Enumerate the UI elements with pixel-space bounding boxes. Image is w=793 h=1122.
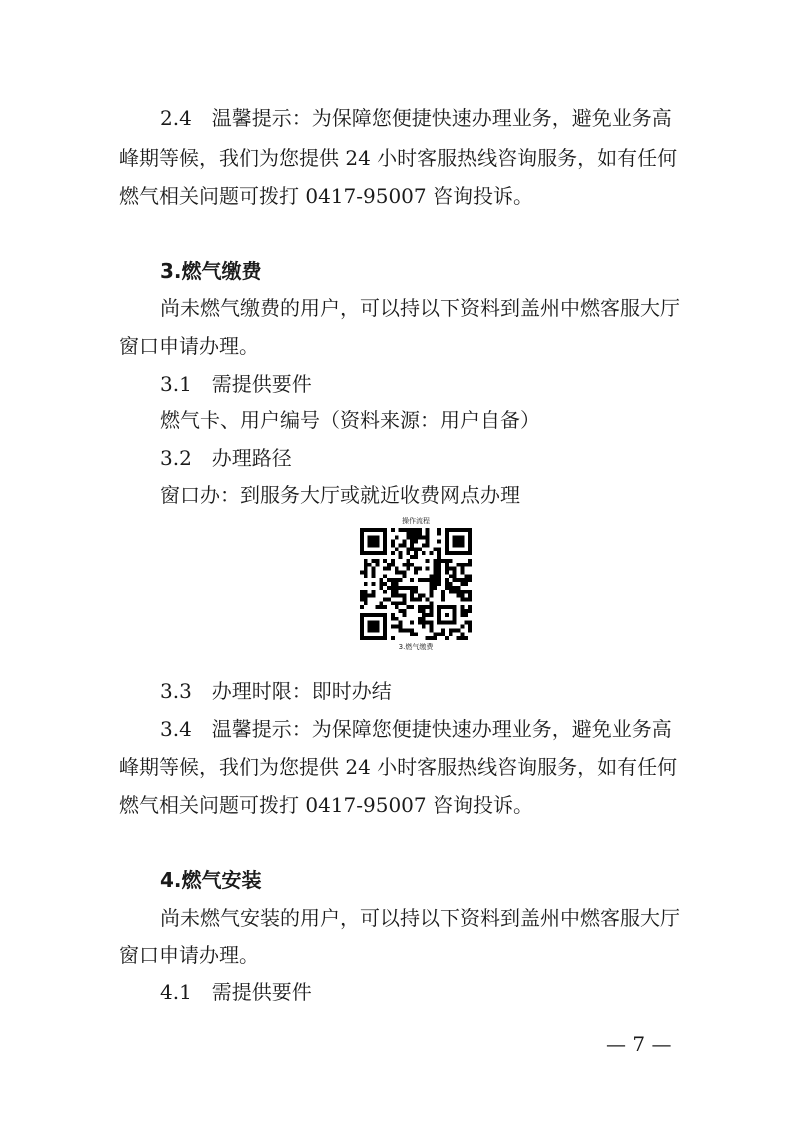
install-para-line-1: 尚未燃气安装的用户，可以持以下资料到盖州中燃客服大厅 xyxy=(160,906,680,930)
payment-para-line-1: 尚未燃气缴费的用户，可以持以下资料到盖州中燃客服大厅 xyxy=(160,296,680,320)
payment-tip-line-1: 3.4 温馨提示：为保障您便捷快速办理业务，避免业务高 xyxy=(160,717,672,741)
qr-code-block xyxy=(356,516,476,652)
subsection-3-1-title: 3.1 需提供要件 xyxy=(160,372,312,396)
section-heading-payment: 3.燃气缴费 xyxy=(160,259,262,283)
qr-bottom-caption: 3.燃气缴费 xyxy=(398,643,434,651)
qr-code-icon[interactable] xyxy=(360,528,472,640)
page-number: — 7 — xyxy=(606,1032,672,1056)
payment-para-line-2: 窗口申请办理。 xyxy=(119,334,259,358)
tip-line-2: 峰期等候，我们为您提供 24 小时客服热线咨询服务，如有任何 xyxy=(119,146,678,170)
payment-tip-line-2: 峰期等候，我们为您提供 24 小时客服热线咨询服务，如有任何 xyxy=(119,755,678,779)
subsection-3-2-title: 3.2 办理路径 xyxy=(160,446,292,470)
payment-tip-line-3: 燃气相关问题可拨打 0417-95007 咨询投诉。 xyxy=(119,793,533,817)
subsection-3-2-body: 窗口办：到服务大厅或就近收费网点办理 xyxy=(160,483,520,507)
install-para-line-2: 窗口申请办理。 xyxy=(119,943,259,967)
tip-line-3: 燃气相关问题可拨打 0417-95007 咨询投诉。 xyxy=(119,184,533,208)
subsection-3-1-body: 燃气卡、用户编号（资料来源：用户自备） xyxy=(160,408,540,432)
subsection-3-3: 3.3 办理时限：即时办结 xyxy=(160,679,392,703)
subsection-4-1-title: 4.1 需提供要件 xyxy=(160,980,312,1004)
tip-line-1: 2.4 温馨提示：为保障您便捷快速办理业务，避免业务高 xyxy=(160,106,672,130)
qr-top-caption: 操作流程 xyxy=(402,517,430,525)
section-heading-installation: 4.燃气安装 xyxy=(160,868,262,892)
